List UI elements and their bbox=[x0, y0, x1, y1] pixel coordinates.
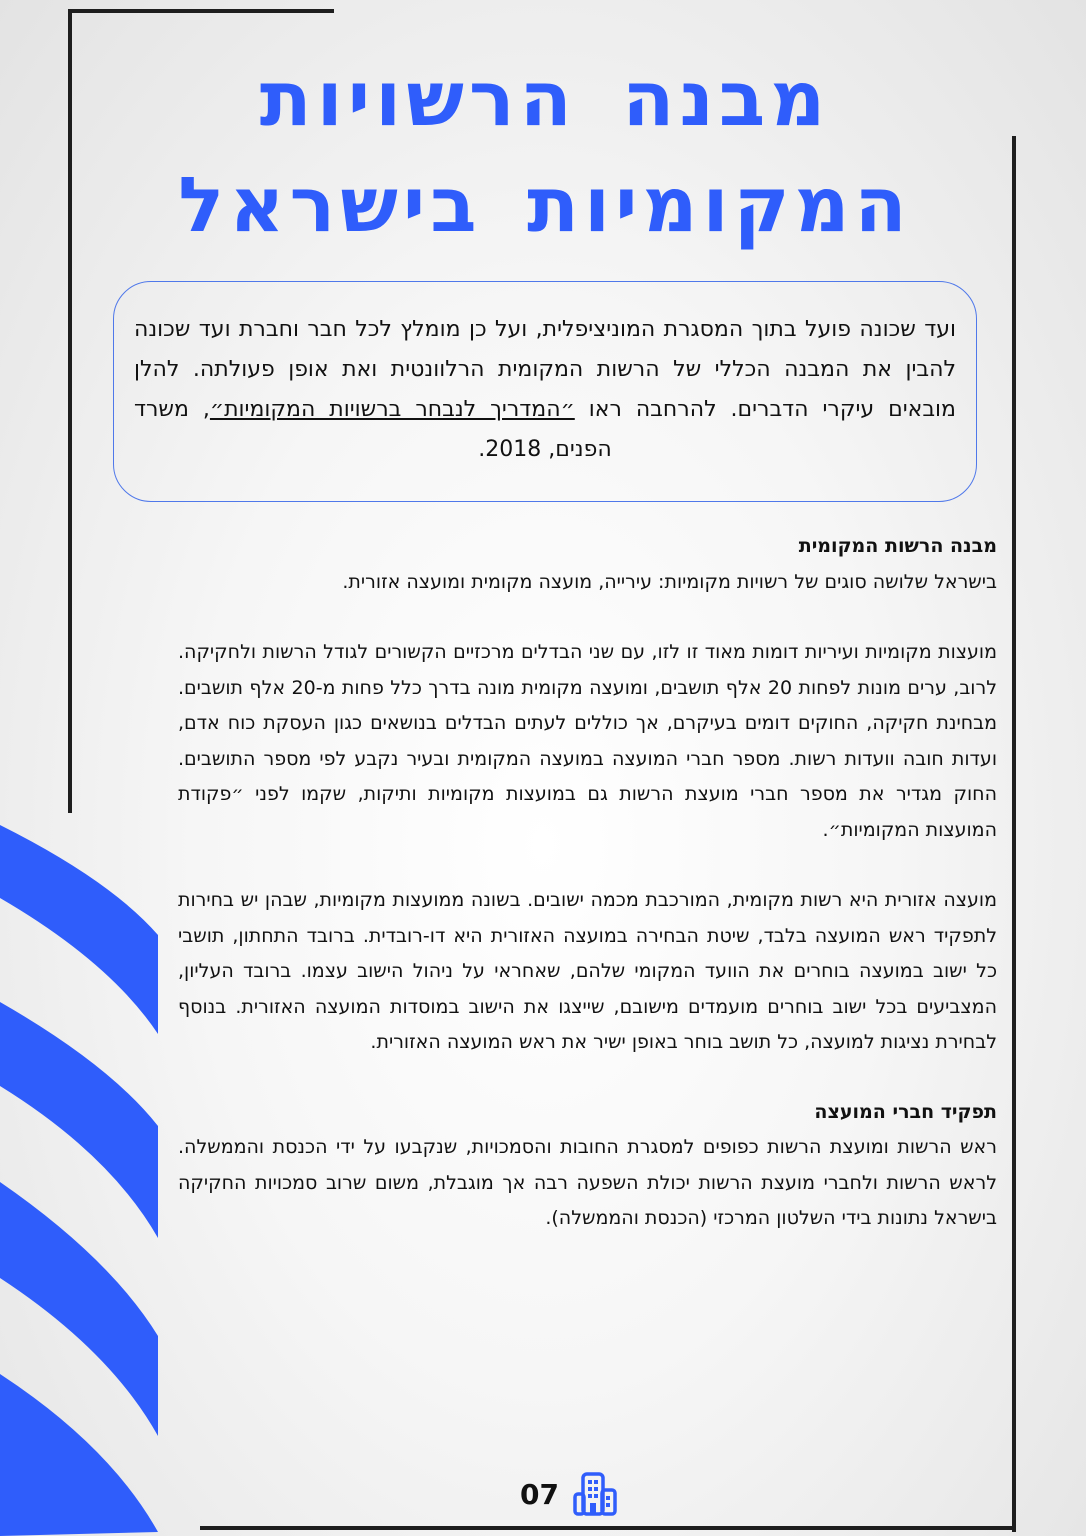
paragraph-council-roles: ראש הרשות ומועצת הרשות כפופים למסגרת החובות והסמכויות, שנקבעו על ידי הכנסת והממשלה. לראש הרשות ולחברי מועצת הרשות יכולת השפעה רבה אך מוגבלת, משום שרוב סמכויות החקיקה בישראל נתונות בידי השלטון המרכזי (הכנסת והממשלה). bbox=[178, 1136, 997, 1229]
paragraph-regional-council: מועצה אזורית היא רשות מקומית, המורכבת מכמה ישובים. בשונה ממועצות מקומיות, שבהן יש בחירות לתפקיד ראש המועצה בלבד, שיטת הבחירה במועצה האזורית היא דו-רובדית. ברובד התחתון, תושבי כל ישוב במועצה בוחרים את הוועד המקומי שלהם, שאחראי על ניהול הישוב עצמו. ברובד העליון, המצביעים בכל ישוב בוחרים מועמדים מישובם, שייצגו את הישוב במוסדות המועצה האזורית. בנוסף לבחירת נציגות למועצה, כל תושב בוחר באופן ישיר את ראש המועצה האזורית. bbox=[178, 889, 997, 1053]
frame-bottom-line bbox=[200, 1526, 1016, 1530]
paragraph-authority-types: בישראל שלושה סוגים של רשויות מקומיות: עירייה, מועצה מקומית ומועצה אזורית. bbox=[342, 570, 997, 593]
city-buildings-icon bbox=[573, 1472, 617, 1516]
intro-suffix: , משרד הפנים, 2018. bbox=[134, 397, 612, 462]
page-number: 07 bbox=[520, 1477, 559, 1511]
paragraph-local-councils: מועצות מקומיות ועיריות דומות מאוד זו לזו, עם שני הבדלים מרכזיים הקשורים לגודל הרשות ולחקיקה. לרוב, ערים מונות לפחות 20 אלף תושבים, ומועצה מקומית מונה בדרך כלל פחות מ-20 אלף תושבים. מבחינת חקיקה, החוקים דומים בעיקרם, אך כוללים לעתים הבדלים בנושאים כגון העסקת כוח אדם, ועדות חובה וועדות רשות. מספר חברי המועצה במועצה המקומית ובעיר נקבע לפי מספר התושבים. החוק מגדיר את מספר חברי מועצת הרשות גם במועצות מקומיות ותיקות, שקמו לפני ״פקודת המועצות המקומיות״. bbox=[178, 641, 997, 841]
title-line-2: המקומיות בישראל bbox=[178, 160, 912, 249]
title-line-1: מבנה הרשויות bbox=[259, 54, 831, 143]
section-heading-roles: תפקיד חברי המועצה bbox=[814, 1100, 997, 1123]
footer bbox=[520, 1472, 617, 1516]
decorative-stripes bbox=[0, 0, 170, 1536]
stripe-1 bbox=[0, 825, 158, 1034]
section-heading-structure: מבנה הרשות המקומית bbox=[798, 535, 997, 557]
main-content bbox=[178, 529, 997, 1237]
intro-box bbox=[113, 281, 977, 502]
intro-text: ועד שכונה פועל בתוך המסגרת המוניציפלית, ועל כן מומלץ לכל חבר וחברת ועד שכונה להבין את המבנה הכללי של הרשות המקומית הרלוונטית ואת אופן פעולתה. להלן מובאים עיקרי הדברים. להרחבה ראו bbox=[134, 317, 956, 422]
guide-link[interactable]: ״המדריך לנבחר ברשויות המקומיות״ bbox=[209, 397, 575, 422]
frame-right-line bbox=[1012, 136, 1016, 1532]
page-title bbox=[150, 46, 940, 258]
